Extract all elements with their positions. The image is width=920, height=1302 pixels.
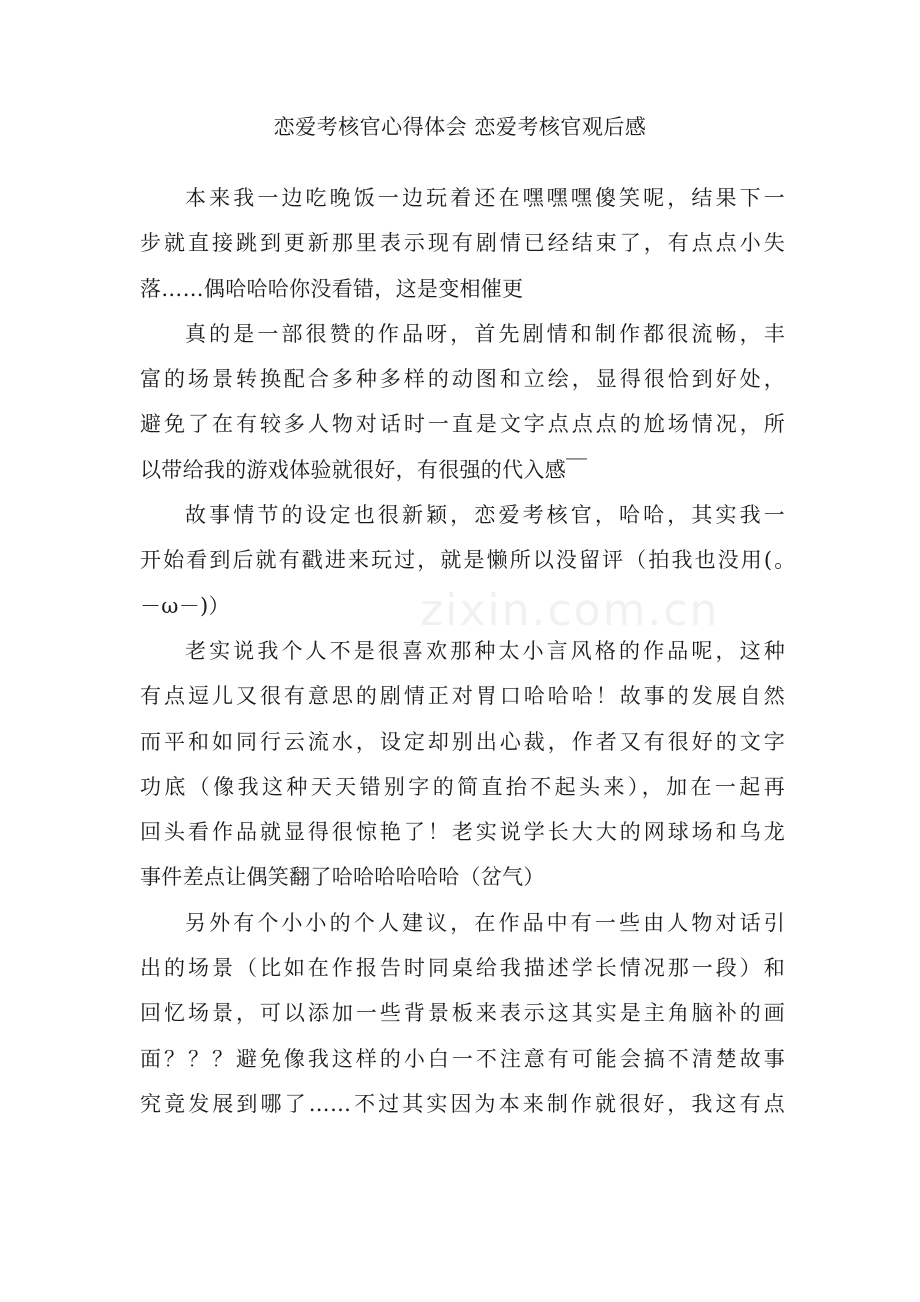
paragraph-first-line: 另外有个小小的个人建议，在作品中有一些由人物对话引 xyxy=(185,910,785,935)
paragraph-first-line: 真的是一部很赞的作品呀，首先剧情和制作都很流畅，丰 xyxy=(185,321,785,346)
text-line: 面？？？避免像我这样的小白一不注意有可能会搞不清楚故事 xyxy=(140,1046,785,1071)
text-line: 回头看作品就显得很惊艳了！老实说学长大大的网球场和乌龙 xyxy=(140,820,785,845)
page-title: 恋爱考核官心得体会 恋爱考核官观后感 xyxy=(273,115,647,139)
paragraph-first-line: 本来我一边吃晚饭一边玩着还在嘿嘿嘿傻笑呢，结果下一 xyxy=(185,186,785,210)
text-line: 有点逗儿又很有意思的剧情正对胃口哈哈哈！故事的发展自然 xyxy=(140,684,785,709)
text-line: 以带给我的游戏体验就很好，有很强的代入感￣ xyxy=(140,457,588,482)
body-text xyxy=(140,176,785,1127)
text-line: 出的场景（比如在作报告时同桌给我描述学长情况那一段）和 xyxy=(140,956,785,981)
watermark: zixin.com.cn xyxy=(420,585,720,636)
text-line: 落……偶哈哈哈你没看错，这是变相催更 xyxy=(140,276,524,301)
text-line: 富的场景转换配合多种多样的动图和立绘，显得很恰到好处， xyxy=(140,367,785,392)
text-line: 究竟发展到哪了……不过其实因为本来制作就很好，我这有点 xyxy=(140,1091,785,1116)
text-line: －ω－)） xyxy=(140,593,230,618)
text-line: 回忆场景，可以添加一些背景板来表示这其实是主角脑补的画 xyxy=(140,1001,785,1026)
paragraph-first-line: 故事情节的设定也很新颖，恋爱考核官，哈哈，其实我一 xyxy=(185,503,785,528)
paragraph-first-line: 老实说我个人不是很喜欢那种太小言风格的作品呢，这种 xyxy=(185,638,785,663)
text-line: 避免了在有较多人物对话时一直是文字点点点的尬场情况，所 xyxy=(140,412,785,437)
text-line: 步就直接跳到更新那里表示现有剧情已经结束了，有点点小失 xyxy=(140,231,785,256)
text-line: 功底（像我这种天天错别字的简直抬不起头来），加在一起再 xyxy=(140,774,785,799)
text-line: 而平和如同行云流水，设定却别出心裁，作者又有很好的文字 xyxy=(140,729,785,754)
text-line: 事件差点让偶笑翻了哈哈哈哈哈哈（岔气） xyxy=(140,865,545,890)
text-line: 开始看到后就有戳进来玩过，就是懒所以没留评（拍我也没用(｡ xyxy=(140,548,785,573)
